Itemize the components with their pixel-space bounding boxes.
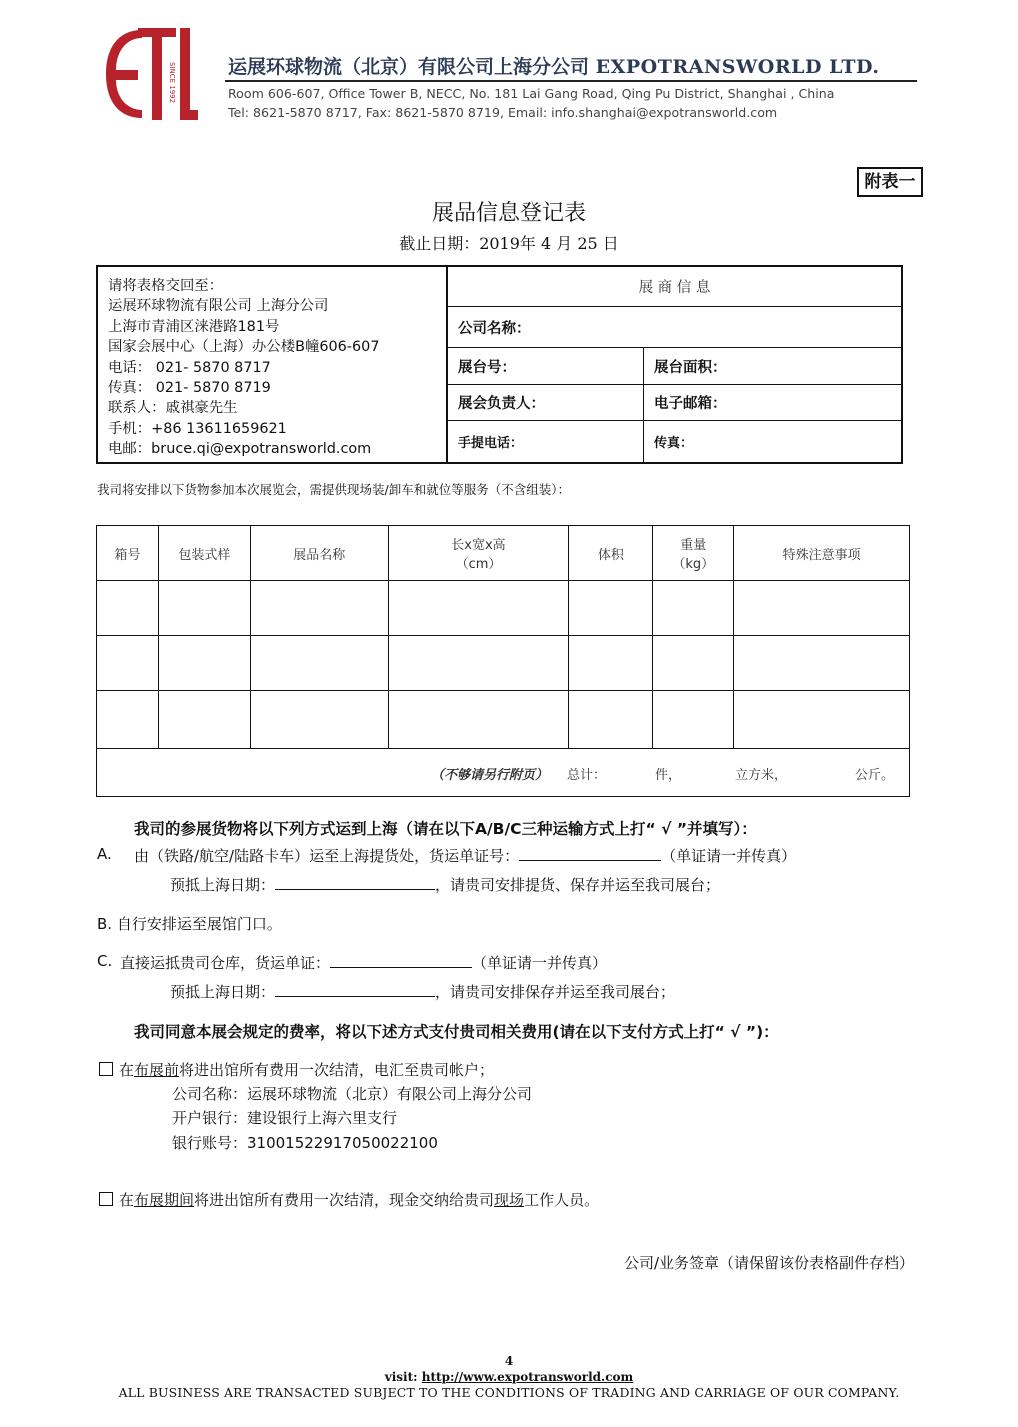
option-a-label: A.	[97, 845, 112, 863]
option-a-line1	[134, 845, 796, 866]
company-name-field[interactable]: 公司名称：	[458, 320, 531, 337]
dims-unit: （cm）	[455, 557, 502, 572]
cell-item-name[interactable]	[250, 636, 388, 691]
payment-title: 我司同意本展会规定的费率，将以下述方式支付贵司相关费用(请在以下支付方式上打“ √ ”)：	[134, 1023, 779, 1041]
return-line: 运展环球物流有限公司 上海分公司	[108, 298, 329, 315]
cell-weight[interactable]	[653, 691, 734, 749]
bank-company: 公司名称：运展环球物流（北京）有限公司上海分公司	[172, 1085, 533, 1103]
cargo-header-row	[97, 526, 910, 581]
col-header-remarks: 特殊注意事项	[734, 526, 910, 581]
company-name	[228, 52, 879, 79]
cell-item-name[interactable]	[250, 691, 388, 749]
website-link[interactable]: http://www.expotransworld.com	[421, 1370, 634, 1384]
col-header-weight	[653, 526, 734, 581]
payment-option-1-text: 将进出馆所有费用一次结清，电汇至贵司帐户；	[179, 1061, 495, 1079]
waybill-input-a[interactable]	[519, 846, 661, 861]
payment-option-2	[99, 1189, 599, 1210]
summary-pieces: 件，	[655, 768, 682, 783]
exhibitor-section-row	[448, 267, 901, 307]
cell-dimensions[interactable]	[388, 636, 569, 691]
bank-name: 开户银行：建设银行上海六里支行	[172, 1109, 398, 1127]
payment-option-2-tail: 工作人员。	[524, 1191, 600, 1209]
cargo-row	[97, 581, 910, 636]
return-line: 传真： 021- 5870 8719	[108, 380, 271, 397]
payment-option-1-pre: 在	[119, 1061, 135, 1079]
form-deadline: 截止日期：2019年 4 月 25 日	[399, 234, 619, 253]
shipping-title: 我司的参展货物将以下列方式运到上海（请在以下A/B/C三种运输方式上打“ √ ”并填写）：	[134, 820, 757, 838]
summary-line	[97, 749, 909, 796]
return-line: 国家会展中心（上海）办公楼B幢606-607	[108, 339, 380, 356]
cargo-row	[97, 636, 910, 691]
option-c-line1	[120, 952, 607, 973]
phone-row	[448, 421, 901, 462]
signature-note: 公司/业务签章（请保留该份表格副件存档）	[623, 1254, 914, 1272]
cargo-note: 我司将安排以下货物参加本次展览会，需提供现场装/卸车和就位等服务（不含组装）：	[97, 482, 570, 497]
booth-row	[448, 348, 901, 385]
option-c-text: 直接运抵贵司仓库，货运单证：	[120, 954, 331, 972]
email-field[interactable]: 电子邮箱：	[643, 385, 901, 420]
payment-option-2-checkbox[interactable]	[99, 1192, 113, 1206]
dims-label: 长x宽x高	[451, 538, 506, 553]
company-logo	[100, 22, 200, 124]
info-table	[96, 265, 903, 464]
payment-option-2-pre: 在	[119, 1191, 135, 1209]
eta-label-a: 预抵上海日期：	[170, 876, 276, 894]
return-line: 请将表格交回至：	[108, 278, 224, 294]
weight-label: 重量	[680, 538, 707, 553]
option-c-tail: （单证请一并传真）	[472, 954, 608, 972]
cell-volume[interactable]	[569, 636, 653, 691]
visit-label: visit:	[384, 1370, 422, 1384]
company-name-cn: 运展环球物流（北京）有限公司上海分公司	[228, 56, 590, 78]
payment-option-2-text: 将进出馆所有费用一次结清，现金交纳给贵司	[194, 1191, 495, 1209]
eta-label-c: 预抵上海日期：	[170, 983, 276, 1001]
company-name-row	[448, 307, 901, 348]
option-c-instruction: ，请贵司安排保存并运至我司展台；	[435, 983, 676, 1001]
terms-line: ALL BUSINESS ARE TRANSACTED SUBJECT TO THE CONDITIONS OF TRADING AND CARRIAGE OF OUR COMPANY.	[118, 1385, 900, 1400]
cell-weight[interactable]	[653, 581, 734, 636]
visit-line	[0, 1370, 1018, 1384]
option-a-tail: （单证请一并传真）	[661, 847, 797, 865]
cargo-summary-row	[97, 749, 910, 797]
form-title: 展品信息登记表	[431, 201, 586, 226]
payment-option-1-underlined: 布展前	[134, 1061, 180, 1079]
summary-total-label: 总计：	[567, 768, 607, 783]
return-line: 电话： 021- 5870 8717	[108, 359, 271, 376]
cell-volume[interactable]	[569, 691, 653, 749]
manager-row	[448, 385, 901, 421]
option-c-label: C.	[97, 952, 113, 970]
cell-packaging[interactable]	[158, 691, 250, 749]
option-a-line2	[170, 874, 720, 895]
eta-input-a[interactable]	[275, 875, 435, 890]
col-header-item-name: 展品名称	[250, 526, 388, 581]
summary-insufficient: （不够请另行附页）	[431, 768, 549, 783]
payment-option-1-checkbox[interactable]	[99, 1062, 113, 1076]
return-address-block	[98, 267, 448, 462]
appendix-label: 附表一	[857, 167, 923, 197]
cell-box-no[interactable]	[97, 581, 159, 636]
payment-option-1	[99, 1059, 494, 1080]
page-number: 4	[504, 1354, 514, 1368]
col-header-box-no: 箱号	[97, 526, 159, 581]
cell-remarks[interactable]	[734, 636, 910, 691]
exhibitor-section-title: 展 商 信 息	[638, 280, 711, 296]
booth-area-field[interactable]: 展台面积：	[643, 348, 901, 384]
cell-remarks[interactable]	[734, 691, 910, 749]
mobile-field[interactable]: 手提电话：	[458, 436, 524, 451]
cell-dimensions[interactable]	[388, 691, 569, 749]
summary-cbm: 立方米，	[735, 768, 788, 783]
cell-dimensions[interactable]	[388, 581, 569, 636]
cargo-table	[96, 525, 910, 797]
col-header-packaging: 包装式样	[158, 526, 250, 581]
logo-since-text: SINCE 1992	[168, 62, 176, 104]
return-line: 电邮：bruce.qi@expotransworld.com	[108, 441, 372, 458]
cell-box-no[interactable]	[97, 691, 159, 749]
option-b-line: B. 自行安排运至展馆门口。	[97, 915, 282, 933]
cell-weight[interactable]	[653, 636, 734, 691]
option-a-text: 由（铁路/航空/陆路卡车）运至上海提货处，货运单证号：	[134, 847, 520, 865]
payment-option-2-underlined-1: 布展期间	[134, 1191, 195, 1209]
summary-kg: 公斤。	[855, 768, 895, 783]
return-line: 联系人：戚祺豪先生	[108, 400, 238, 417]
cell-remarks[interactable]	[734, 581, 910, 636]
weight-unit: （kg）	[672, 557, 715, 572]
waybill-input-c[interactable]	[330, 953, 472, 968]
exhibitor-info	[448, 267, 901, 462]
col-header-volume: 体积	[569, 526, 653, 581]
option-a-instruction: ，请贵司安排提货、保存并运至我司展台；	[435, 876, 721, 894]
header-divider	[225, 80, 917, 82]
return-line: 手机：+86 13611659621	[108, 420, 287, 437]
bank-account: 银行账号：31001522917050022100	[172, 1134, 438, 1152]
cell-box-no[interactable]	[97, 636, 159, 691]
company-name-en: EXPOTRANSWORLD LTD.	[595, 56, 880, 78]
payment-option-2-underlined-2: 现场	[494, 1191, 525, 1209]
return-line: 上海市青浦区涞港路181号	[108, 318, 280, 335]
company-address: Room 606-607, Office Tower B, NECC, No. 181 Lai Gang Road, Qing Pu District, Shanghai , China	[228, 86, 835, 101]
company-contact: Tel: 8621-5870 8717, Fax: 8621-5870 8719, Email: info.shanghai@expotransworld.com	[228, 105, 778, 120]
cargo-row	[97, 691, 910, 749]
option-c-line2	[170, 981, 675, 1002]
cell-packaging[interactable]	[158, 581, 250, 636]
eta-input-c[interactable]	[275, 982, 435, 997]
booth-no-field[interactable]: 展台号：	[458, 359, 516, 376]
col-header-dimensions	[388, 526, 569, 581]
cell-volume[interactable]	[569, 581, 653, 636]
fax-field[interactable]: 传真：	[643, 421, 901, 462]
cell-item-name[interactable]	[250, 581, 388, 636]
manager-field[interactable]: 展会负责人：	[458, 396, 545, 412]
cell-packaging[interactable]	[158, 636, 250, 691]
